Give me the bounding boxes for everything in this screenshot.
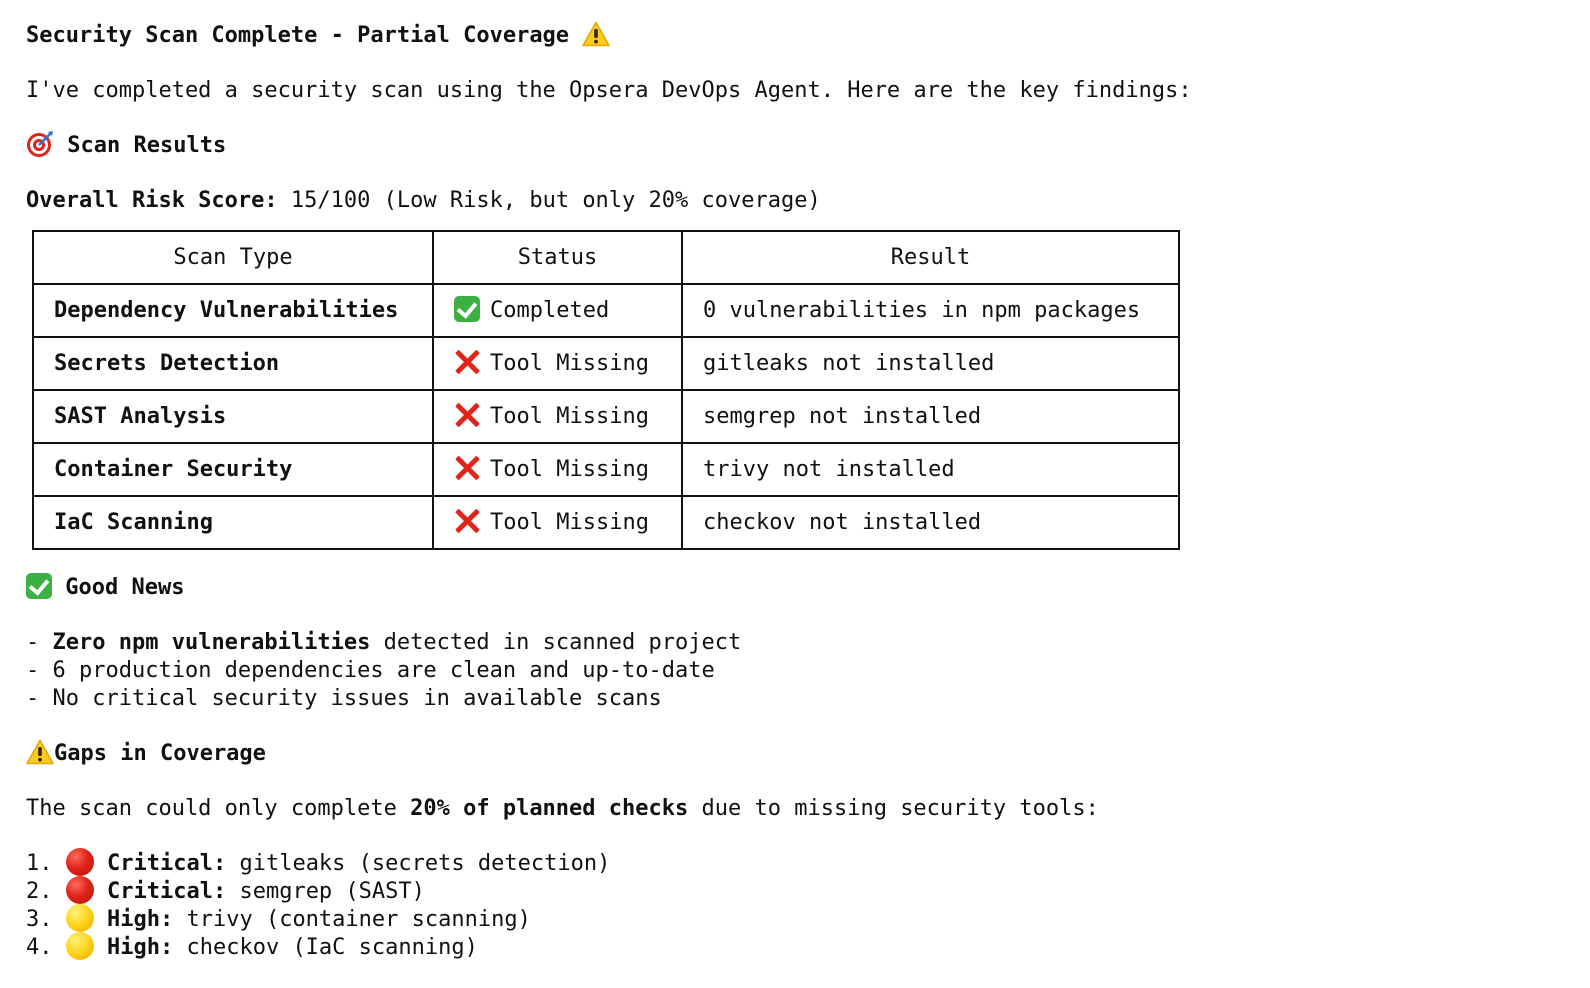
list-item-text: No critical security issues in available scans — [52, 686, 662, 711]
warning-icon — [582, 21, 610, 47]
list-item — [26, 685, 662, 713]
intro-text: I've completed a security scan using the Opsera DevOps Agent. Here are the key findings: — [26, 78, 1192, 103]
result-cell: trivy not installed — [682, 443, 1179, 496]
gaps-text-after: due to missing security tools: — [688, 796, 1099, 821]
severity-label: Critical: — [107, 851, 227, 876]
header-status: Status — [433, 231, 682, 284]
gaps-text-bold: 20% of planned checks — [410, 796, 689, 821]
x-icon — [454, 455, 480, 481]
severity-label: High: — [107, 907, 174, 932]
scan-type-cell: Secrets Detection — [33, 337, 433, 390]
list-number: 4. — [26, 935, 53, 960]
status-cell — [433, 284, 682, 337]
list-item-text: checkov (IaC scanning) — [173, 935, 478, 960]
result-cell: checkov not installed — [682, 496, 1179, 549]
scan-results-heading — [26, 132, 226, 160]
table-row — [33, 337, 1179, 390]
check-icon — [26, 573, 52, 599]
table-row — [33, 496, 1179, 549]
list-item — [26, 878, 425, 906]
table-row — [33, 284, 1179, 337]
scan-type-cell: IaC Scanning — [33, 496, 433, 549]
severity-label: Critical: — [107, 879, 227, 904]
severity-label: High: — [107, 935, 174, 960]
list-item — [26, 629, 741, 657]
yellow-circle-icon — [66, 932, 94, 960]
scan-type-cell: Dependency Vulnerabilities — [33, 284, 433, 337]
scan-results-title: Scan Results — [67, 133, 227, 158]
scan-results-table — [32, 230, 1180, 550]
table-header-row — [33, 231, 1179, 284]
status-text: Tool Missing — [490, 403, 649, 429]
gaps-heading — [26, 740, 266, 768]
list-item — [26, 850, 610, 878]
list-bullet: - — [26, 630, 53, 655]
status-text: Tool Missing — [490, 350, 649, 376]
list-item-text: detected in scanned project — [370, 630, 742, 655]
scan-type-cell: SAST Analysis — [33, 390, 433, 443]
header-result: Result — [682, 231, 1179, 284]
table-row — [33, 443, 1179, 496]
risk-score-value: 15/100 (Low Risk, but only 20% coverage) — [290, 188, 821, 213]
status-text: Tool Missing — [490, 456, 649, 482]
status-cell — [433, 443, 682, 496]
list-item-text: trivy (container scanning) — [173, 907, 531, 932]
result-cell: gitleaks not installed — [682, 337, 1179, 390]
list-number: 3. — [26, 907, 53, 932]
list-item — [26, 657, 715, 685]
risk-score — [26, 187, 821, 215]
table-row — [33, 390, 1179, 443]
header-scan-type: Scan Type — [33, 231, 433, 284]
result-cell: 0 vulnerabilities in npm packages — [682, 284, 1179, 337]
yellow-circle-icon — [66, 904, 94, 932]
status-text: Completed — [490, 297, 610, 323]
gaps-description — [26, 795, 1099, 823]
list-item — [26, 906, 531, 934]
gaps-title: Gaps in Coverage — [54, 741, 266, 766]
target-icon — [26, 130, 54, 158]
list-number: 1. — [26, 851, 53, 876]
good-news-heading — [26, 574, 184, 602]
list-bullet: - — [26, 686, 53, 711]
red-circle-icon — [66, 876, 94, 904]
warning-icon — [26, 739, 54, 765]
x-icon — [454, 402, 480, 428]
x-icon — [454, 349, 480, 375]
list-number: 2. — [26, 879, 53, 904]
status-text: Tool Missing — [490, 509, 649, 535]
result-cell: semgrep not installed — [682, 390, 1179, 443]
risk-score-label: Overall Risk Score: — [26, 188, 278, 213]
list-item — [26, 934, 478, 962]
page-title — [26, 22, 610, 50]
list-item-text: 6 production dependencies are clean and up-to-date — [52, 658, 715, 683]
list-item-text: gitleaks (secrets detection) — [226, 851, 611, 876]
status-cell — [433, 337, 682, 390]
status-cell — [433, 496, 682, 549]
status-cell — [433, 390, 682, 443]
check-icon — [454, 296, 480, 322]
good-news-title: Good News — [65, 575, 185, 600]
gaps-text-before: The scan could only complete — [26, 796, 411, 821]
x-icon — [454, 508, 480, 534]
red-circle-icon — [66, 848, 94, 876]
list-bullet: - — [26, 658, 53, 683]
list-item-bold: Zero npm vulnerabilities — [52, 630, 371, 655]
title-text: Security Scan Complete - Partial Coverage — [26, 23, 570, 48]
scan-type-cell: Container Security — [33, 443, 433, 496]
list-item-text: semgrep (SAST) — [226, 879, 425, 904]
